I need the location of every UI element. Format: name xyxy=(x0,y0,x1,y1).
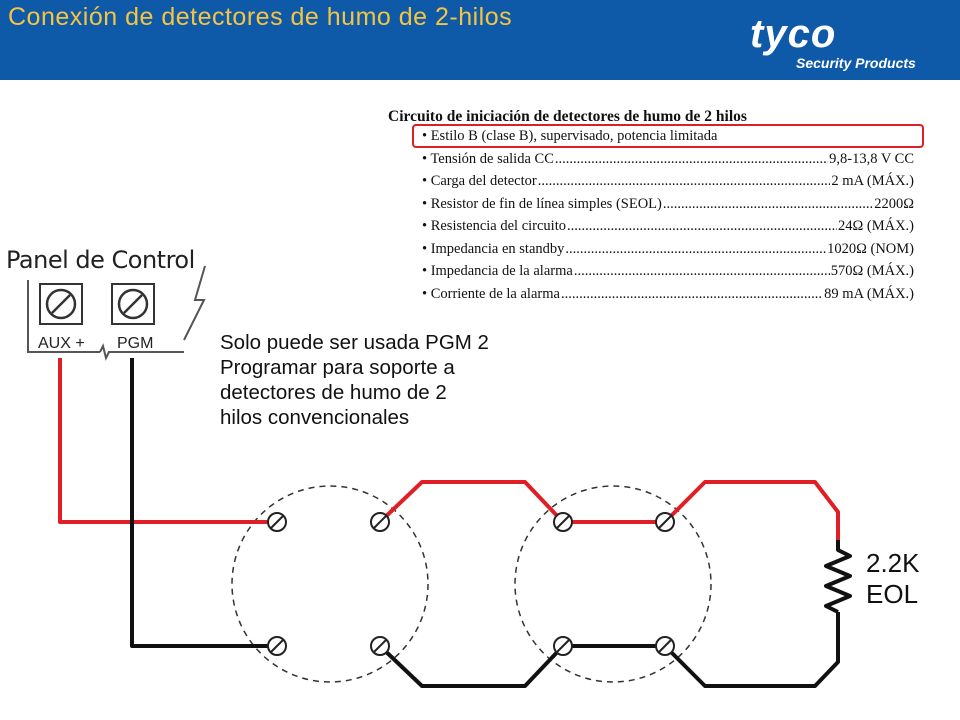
spec-label: • Resistor de fin de línea simples (SEOL) xyxy=(422,195,662,212)
spec-value: 24Ω (MÁX.) xyxy=(837,218,914,234)
eol-type: EOL xyxy=(866,579,919,609)
spec-label: • Estilo B (clase B), supervisado, potencia limitada xyxy=(422,128,718,144)
note-line: hilos convencionales xyxy=(220,406,410,429)
terminal-pgm-label: PGM xyxy=(117,335,154,352)
screw-icon xyxy=(656,637,674,655)
spec-label: • Tensión de salida CC xyxy=(422,150,554,167)
spec-title: Circuito de iniciación de detectores de humo de 2 hilos xyxy=(388,108,747,125)
positive-wire xyxy=(60,358,838,540)
spec-label: • Carga del detector xyxy=(422,173,537,189)
screw-icon xyxy=(268,637,286,655)
screw-icon xyxy=(554,637,572,655)
spec-label: • Impedancia en standby xyxy=(422,240,565,257)
spec-label: • Impedancia de la alarma xyxy=(422,263,573,279)
tyco-logo: tyco xyxy=(750,12,837,56)
control-panel-label: Panel de Control xyxy=(6,246,195,274)
slide-title: Conexión de detectores de humo de 2-hilos xyxy=(8,3,513,31)
eol-value: 2.2K xyxy=(866,548,920,578)
detector-2-base xyxy=(515,486,711,682)
spec-value: 9,8-13,8 V CC xyxy=(829,150,914,167)
spec-value: 2 mA (MÁX.) xyxy=(831,173,914,189)
spec-value: 2200Ω xyxy=(874,195,914,212)
screw-icon xyxy=(554,513,572,531)
note-line: Solo puede ser usada PGM 2 xyxy=(220,331,489,354)
detector-1-base xyxy=(232,486,428,682)
eol-resistor-icon xyxy=(826,540,850,612)
note-line: Programar para soporte a xyxy=(220,356,455,379)
detector-terminals xyxy=(268,513,674,655)
screw-icon xyxy=(656,513,674,531)
note-line: detectores de humo de 2 xyxy=(220,381,447,404)
spec-label: • Corriente de la alarma xyxy=(422,285,560,302)
terminal-aux-label: AUX + xyxy=(38,335,85,352)
spec-value: 570Ω (MÁX.) xyxy=(830,263,914,279)
spec-label: • Resistencia del circuito xyxy=(422,218,566,234)
screw-icon xyxy=(268,513,286,531)
screw-icon xyxy=(371,513,389,531)
control-panel xyxy=(28,266,205,358)
panel-break-icon xyxy=(100,346,109,358)
panel-break-edge-icon xyxy=(184,266,205,340)
screw-icon xyxy=(371,637,389,655)
spec-value: 1020Ω (NOM) xyxy=(827,240,914,257)
spec-value: 89 mA (MÁX.) xyxy=(824,285,914,302)
tyco-logo-subtitle: Security Products xyxy=(796,55,916,71)
